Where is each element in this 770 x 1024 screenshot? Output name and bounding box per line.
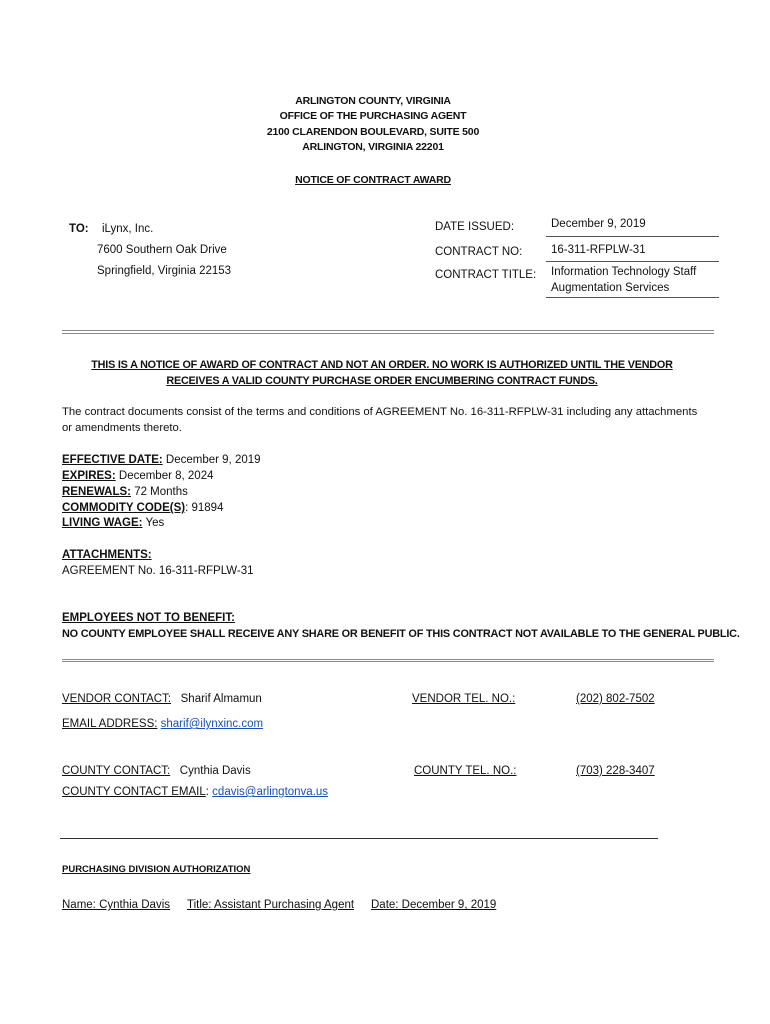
vendor-contact-row bbox=[62, 693, 262, 705]
authorization-title: PURCHASING DIVISION AUTHORIZATION bbox=[62, 864, 251, 875]
employees-statement: NO COUNTY EMPLOYEE SHALL RECEIVE ANY SHARE OR BENEFIT OF THIS CONTRACT NOT AVAILABLE TO THE GENERAL PUBLIC. bbox=[62, 628, 740, 640]
county-email-link[interactable]: cdavis@arlingtonva.us bbox=[212, 786, 329, 798]
effective-date-row bbox=[62, 454, 261, 466]
section-divider-1 bbox=[62, 330, 714, 334]
county-email-label: COUNTY CONTACT EMAIL bbox=[62, 786, 206, 798]
county-tel-label: COUNTY TEL. NO.: bbox=[414, 765, 517, 777]
authorization-title-role: Title: Assistant Purchasing Agent bbox=[187, 899, 355, 911]
header-office: OFFICE OF THE PURCHASING AGENT bbox=[279, 110, 467, 122]
vendor-contact-name: Sharif Almamun bbox=[180, 693, 262, 705]
date-issued-value: December 9, 2019 bbox=[551, 218, 646, 230]
contract-no-value: 16-311-RFPLW-31 bbox=[551, 244, 646, 256]
commodity-label: COMMODITY CODE(S) bbox=[62, 502, 186, 514]
notice-warning-line2: RECEIVES A VALID COUNTY PURCHASE ORDER ENCUMBERING CONTRACT FUNDS. bbox=[166, 375, 598, 387]
vendor-contact-label: VENDOR CONTACT: bbox=[62, 693, 172, 705]
effective-date-label: EFFECTIVE DATE: bbox=[62, 454, 163, 466]
vendor-street: 7600 Southern Oak Drive bbox=[97, 244, 227, 256]
section-divider-2 bbox=[62, 659, 714, 662]
effective-date-value: December 9, 2019 bbox=[162, 454, 261, 466]
date-issued-label: DATE ISSUED: bbox=[435, 221, 515, 233]
expires-label: EXPIRES: bbox=[62, 470, 116, 482]
contract-title-line2: Augmentation Services bbox=[551, 282, 670, 294]
header-address: 2100 CLARENDON BOULEVARD, SUITE 500 bbox=[266, 126, 480, 138]
vendor-city: Springfield, Virginia 22153 bbox=[97, 265, 232, 277]
signature-rule bbox=[60, 838, 658, 839]
contract-title-label: CONTRACT TITLE: bbox=[435, 269, 537, 281]
contract-title-line1: Information Technology Staff bbox=[551, 266, 697, 278]
living-wage-row bbox=[62, 517, 164, 529]
renewals-row bbox=[62, 486, 188, 498]
county-contact-row bbox=[62, 765, 251, 777]
contract-docs-line2: or amendments thereto. bbox=[62, 422, 182, 434]
authorization-name: Name: Cynthia Davis bbox=[62, 899, 171, 911]
commodity-value: : 91894 bbox=[185, 502, 224, 514]
notice-warning-line1: THIS IS A NOTICE OF AWARD OF CONTRACT AND NOT AN ORDER. NO WORK IS AUTHORIZED UNTIL THE VENDOR bbox=[91, 359, 673, 371]
vendor-tel-value: (202) 802-7502 bbox=[576, 693, 655, 705]
notice-title: NOTICE OF CONTRACT AWARD bbox=[295, 174, 451, 186]
attachments-label: ATTACHMENTS: bbox=[62, 549, 152, 561]
vendor-email-link[interactable]: sharif@ilynxinc.com bbox=[160, 718, 264, 730]
header-city: ARLINGTON, VIRGINIA 22201 bbox=[302, 141, 444, 153]
living-wage-value: Yes bbox=[142, 517, 165, 529]
county-tel-value: (703) 228-3407 bbox=[576, 765, 655, 777]
contract-no-rule bbox=[546, 261, 719, 262]
date-issued-rule bbox=[546, 236, 719, 237]
vendor-tel-label: VENDOR TEL. NO.: bbox=[412, 693, 516, 705]
expires-row bbox=[62, 470, 214, 482]
to-label: TO: bbox=[69, 223, 89, 235]
contract-title-rule bbox=[546, 297, 719, 298]
header-county: ARLINGTON COUNTY, VIRGINIA bbox=[295, 95, 451, 107]
authorization-date: Date: December 9, 2019 bbox=[371, 899, 497, 911]
renewals-label: RENEWALS: bbox=[62, 486, 131, 498]
attachment-item: AGREEMENT No. 16-311-RFPLW-31 bbox=[62, 565, 254, 577]
living-wage-label: LIVING WAGE: bbox=[62, 517, 143, 529]
commodity-row bbox=[62, 502, 223, 514]
employees-label: EMPLOYEES NOT TO BENEFIT: bbox=[62, 612, 235, 624]
county-contact-name: Cynthia Davis bbox=[179, 765, 251, 777]
expires-value: December 8, 2024 bbox=[115, 470, 214, 482]
county-contact-label: COUNTY CONTACT: bbox=[62, 765, 171, 777]
email-label: EMAIL ADDRESS: bbox=[62, 718, 158, 730]
renewals-value: 72 Months bbox=[131, 486, 188, 498]
contract-no-label: CONTRACT NO: bbox=[435, 246, 523, 258]
contract-docs-line1: The contract documents consist of the terms and conditions of AGREEMENT No. 16-311-RFPLW-31 including any attachments bbox=[62, 406, 698, 418]
vendor-name: iLynx, Inc. bbox=[102, 223, 154, 235]
county-email-row: COUNTY CONTACT EMAIL: cdavis@arlingtonva.us bbox=[62, 786, 329, 798]
email-row bbox=[62, 718, 263, 730]
